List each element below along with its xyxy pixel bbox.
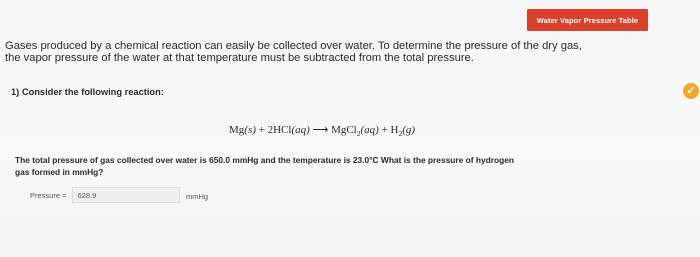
water-vapor-pressure-table-label: Water Vapor Pressure Table <box>536 15 639 25</box>
pressure-label: Pressure = <box>30 190 67 200</box>
intro-text <box>5 40 685 64</box>
check-icon <box>683 83 699 99</box>
check-glyph: ✓ <box>686 84 696 97</box>
product-h-subscript: 2 <box>398 129 403 139</box>
reaction-arrow: ⟶ <box>312 124 329 136</box>
reactant-hcl-state: (aq) <box>291 124 310 136</box>
intro-line-1: Gases produced by a chemical reaction can easily be collected over water. To determine the pressure of the dry gas, <box>5 40 582 52</box>
water-vapor-pressure-table-button[interactable] <box>527 9 648 31</box>
problem-line-2: gas formed in mmHg? <box>15 167 104 177</box>
reaction-equation <box>229 123 415 138</box>
product-h-state: (g) <box>402 124 416 136</box>
product-mgcl: MgCl <box>331 124 357 136</box>
reactant-mg: Mg <box>229 124 245 136</box>
intro-line-2: the vapor pressure of the water at that temperature must be subtracted from the total pressure. <box>5 52 474 64</box>
answer-row <box>30 187 180 203</box>
product-h: H <box>390 124 399 136</box>
problem-text <box>15 154 655 178</box>
unit-label: mmHg <box>186 192 209 201</box>
pressure-input[interactable] <box>72 187 180 203</box>
question-heading: 1) Consider the following reaction: <box>11 87 164 97</box>
product-mgcl-state: (aq) <box>360 124 379 136</box>
plus-sign-1: + 2 <box>258 124 274 136</box>
plus-sign-2: + <box>381 124 388 136</box>
question-section <box>10 87 650 257</box>
reactant-mg-state: (s) <box>244 124 256 136</box>
product-mgcl-subscript: 2 <box>356 129 361 139</box>
reactant-hcl: HCl <box>273 124 292 136</box>
problem-line-1: The total pressure of gas collected over water is 650.0 mmHg and the temperature is 23.0°C What is the pressure of hydrogen <box>15 155 515 165</box>
